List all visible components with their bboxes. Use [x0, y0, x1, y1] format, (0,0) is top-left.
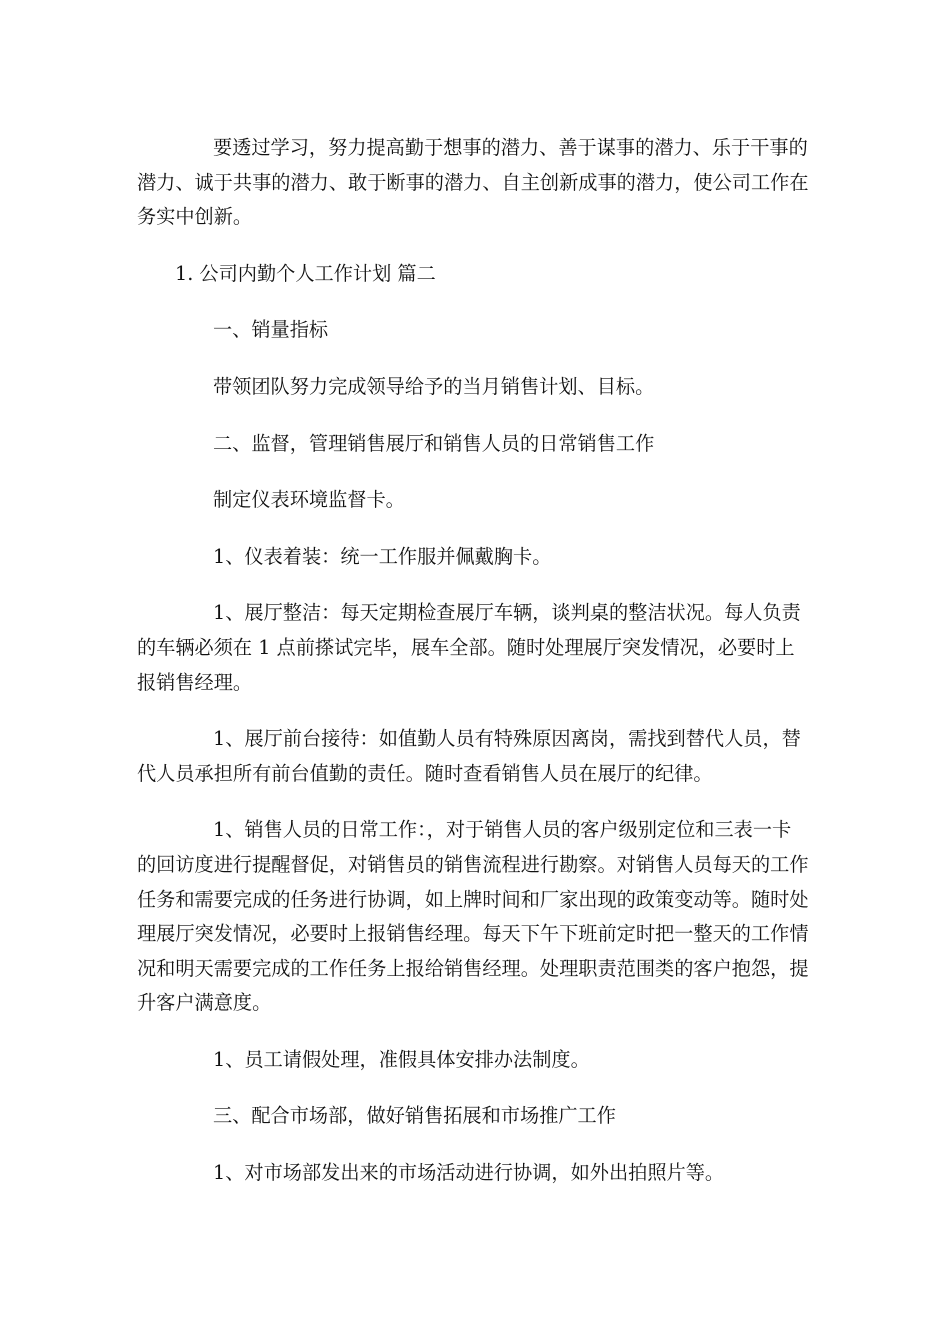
item-dress-code: 1、仪表着装：统一工作服并佩戴胸卡。: [213, 544, 552, 568]
section-title: 1. 公司内勤个人工作计划 篇二: [175, 261, 436, 285]
paragraph-sales-target: 带领团队努力完成领导给予的当月销售计划、目标。: [213, 374, 655, 398]
heading-marketing: 三、配合市场部，做好销售拓展和市场推广工作: [213, 1104, 616, 1128]
item-showroom-clean: 1、展厅整洁：每天定期检查展厅车辆，谈判桌的整洁状况。每人负责的车辆必须在 1 点前搽试完毕，展车全部。随时处理展厅突发情况，必要时上报销售经理。: [137, 601, 801, 694]
paragraph-supervision-card: 制定仪表环境监督卡。: [213, 488, 405, 512]
item-leave: 1、员工请假处理，准假具体安排办法制度。: [213, 1047, 590, 1071]
heading-sales-target: 一、销量指标: [213, 318, 329, 342]
item-front-desk: 1、展厅前台接待：如值勤人员有特殊原因离岗，需找到替代人员，替代人员承担所有前台值勤的责任。随时查看销售人员在展厅的纪律。: [137, 727, 801, 785]
heading-supervision: 二、监督，管理销售展厅和销售人员的日常销售工作: [213, 431, 655, 455]
item-daily-work: 1、销售人员的日常工作：，对于销售人员的客户级别定位和三表一卡的回访度进行提醒督促，对销售员的销售流程进行勘察。对销售人员每天的工作任务和需要完成的任务进行协调，如上牌时间和厂家出现的政策变动等。随时处理展厅突发情况，必要时上报销售经理。每天下午下班前定时把一整天的工作情况和明天需要完成的工作任务上报给销售经理。处理职责范围类的客户抱怨，提升客户满意度。: [137, 818, 809, 1015]
paragraph-intro: 要透过学习，努力提高勤于想事的潜力、善于谋事的潜力、乐于干事的潜力、诚于共事的潜力、敢于断事的潜力、自主创新成事的潜力，使公司工作在务实中创新。: [137, 136, 809, 229]
item-marketing-activities: 1、对市场部发出来的市场活动进行协调，如外出拍照片等。: [213, 1161, 725, 1185]
document-body: [137, 131, 809, 1191]
